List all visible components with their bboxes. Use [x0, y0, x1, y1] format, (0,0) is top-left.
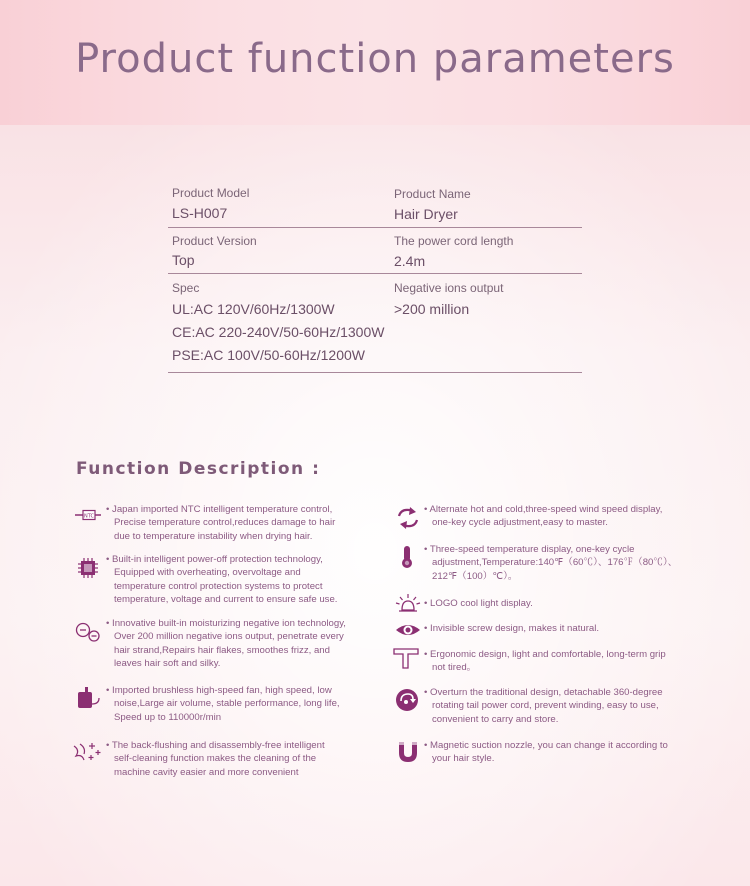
- feature-self-cleaning: • The back-flushing and disassembly-free intelligent self-cleaning function makes the cleaning of the machine cavity easier and more convenient: [106, 740, 325, 778]
- feature-magnetic-nozzle: • Magnetic suction nozzle, you can change it according to your hair style.: [424, 740, 668, 765]
- model-label: Product Model: [172, 186, 250, 200]
- spec-table: [168, 180, 582, 373]
- feature-temperature: • Three-speed temperature display, one-key cycle adjustment,Temperature:140℉（60℃）、176℉（80℃）、 212℉（100）℃）。: [424, 544, 678, 582]
- spec-line-pse: PSE:AC 100V/50-60Hz/1200W: [172, 347, 365, 363]
- function-heading: Function Description :: [76, 459, 321, 479]
- cord-label: The power cord length: [394, 234, 514, 248]
- chip-icon: [74, 556, 102, 580]
- cord-value: 2.4m: [394, 253, 426, 269]
- model-value: LS-H007: [172, 205, 228, 221]
- ntc-icon-text: NTC: [84, 513, 94, 520]
- spec-label: Spec: [172, 281, 200, 295]
- ntc-sensor-icon: [74, 503, 102, 527]
- name-value: Hair Dryer: [394, 206, 458, 222]
- ions-label: Negative ions output: [394, 281, 504, 295]
- page-title: Product function parameters: [75, 36, 675, 82]
- motor-icon: [74, 686, 102, 710]
- cycle-arrows-icon: [394, 506, 422, 530]
- eye-icon: [394, 618, 422, 642]
- feature-ergonomic: • Ergonomic design, light and comfortable, long-term grip not tired。: [424, 649, 666, 674]
- feature-invisible-screw: • Invisible screw design, makes it natural.: [424, 623, 600, 634]
- name-label: Product Name: [394, 187, 471, 201]
- feature-power-off-protection: • Built-in intelligent power-off protection technology, Equipped with overheating, overvoltage and temperature control protection systems to protect temperature, voltage and current to ensure safe use.: [106, 554, 338, 606]
- rotate-cord-icon: [394, 688, 422, 712]
- ion-icon: [74, 620, 102, 644]
- feature-ntc: • Japan imported NTC intelligent temperature control, Precise temperature control,reduces damage to hair due to temperature instability when drying hair.: [106, 504, 336, 542]
- feature-negative-ion: • Innovative built-in moisturizing negative ion technology, Over 200 million negative ions output, penetrate every hair strand,Repairs hair flakes, smoothes frizz, and leaves hair soft and silky.: [106, 618, 346, 670]
- version-value: Top: [172, 252, 195, 268]
- ergonomic-icon: [392, 646, 420, 670]
- magnet-icon: [394, 740, 422, 764]
- feature-hot-cold: • Alternate hot and cold,three-speed wind speed display, one-key cycle adjustment,easy to master.: [424, 504, 663, 529]
- self-clean-icon: [72, 740, 104, 764]
- version-label: Product Version: [172, 234, 257, 248]
- feature-rotating-cord: • Overturn the traditional design, detachable 360-degree rotating tail power cord, prevent winding, easy to use, convenient to carry and store.: [424, 687, 663, 725]
- spec-row-model: [168, 180, 582, 228]
- spec-line-ul: UL:AC 120V/60Hz/1300W: [172, 301, 335, 317]
- feature-brushless-fan: • Imported brushless high-speed fan, high speed, low noise,Large air volume, stable performance, long life, Speed up to 110000r/min: [106, 685, 340, 723]
- light-icon: [394, 592, 422, 616]
- spec-row-spec: [168, 274, 582, 373]
- feature-logo-light: • LOGO cool light display.: [424, 598, 533, 609]
- thermometer-icon: [394, 545, 422, 569]
- ions-value: >200 million: [394, 301, 470, 317]
- spec-line-ce: CE:AC 220-240V/50-60Hz/1300W: [172, 324, 385, 340]
- spec-row-version: [168, 228, 582, 274]
